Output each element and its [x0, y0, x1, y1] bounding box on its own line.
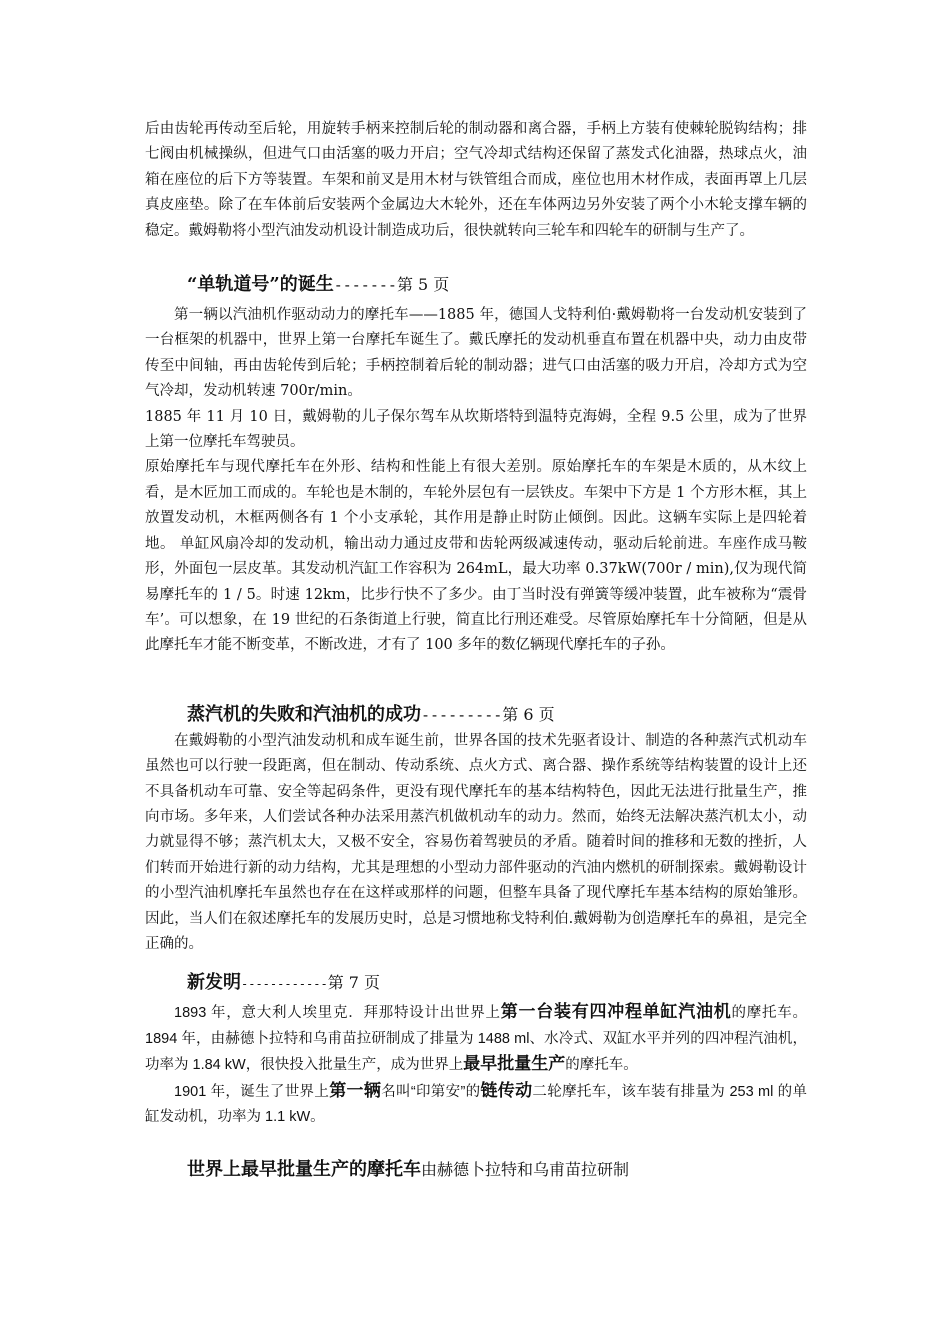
section-heading-invention [187, 969, 807, 998]
section-title: 世界上最早批量生产的摩托车 [187, 1159, 421, 1181]
section-subtitle: 由赫德卜拉特和乌甫苗拉研制 [421, 1160, 630, 1180]
section-title: “单轨道号”的诞生 [187, 274, 334, 296]
section-dashes: ------------ [241, 977, 328, 992]
document-page [145, 117, 807, 1184]
paragraph: 第一辆以汽油机作驱动动力的摩托车——1885 年，德国人戈特利伯·戴姆勒将一台发动机安装到了一台框架的机器中，世界上第一台摩托车诞生了。戴氏摩托的发动机垂直布置在机器中央，动力由皮带传至中间轴，再由齿轮传到后轮；手柄控制着后轮的制动器；进气口由活塞的吸力开启，冷却方式为空气冷却，发动机转速 700r/min。 [145, 307, 807, 400]
highlight-text: 链传动 [480, 1080, 533, 1101]
highlight-text: 第一台装有四冲程单缸汽油机 [500, 1002, 732, 1023]
section-heading-monorail [187, 271, 807, 299]
section-title: 新发明 [187, 972, 241, 994]
paragraph: 1901 年，诞生了世界上第一辆名叫“印第安”的链传动二轮摩托车，该车装有排量为 253 ml 的单缸发动机，功率为 1.1 kW。 [145, 1080, 808, 1125]
paragraph: 在戴姆勒的小型汽油发动机和成车诞生前，世界各国的技术先驱者设计、制造的各种蒸汽式机动车虽然也可以行驶一段距离，但在制动、传动系统、点火方式、离合器、操作系统等结构装置的设计上还不具备机动车可靠、安全等起码条件，更没有现代摩托车的基本结构特色，因此无法进行批量生产，推向市场。多年来，人们尝试各种办法采用蒸汽机做机动车的动力。然而，始终无法解决蒸汽机太小，动力就显得不够；蒸汽机太大，又极不安全，容易伤着驾驶员的矛盾。随着时间的推移和无数的挫折，人们转而开始进行新的动力结构，尤其是理想的小型动力部件驱动的汽油内燃机的研制探索。戴姆勒设计的小型汽油机摩托车虽然也存在在这样或那样的问题，但整车具备了现代摩托车基本结构的原始雏形。因此，当人们在叙述摩托车的发展历史时，总是习惯地称戈特利伯.戴姆勒为创造摩托车的鼻祖，是完全正确的。 [145, 732, 807, 952]
highlight-text: 最早批量生产 [463, 1054, 566, 1075]
page-reference: 第 6 页 [502, 704, 555, 724]
page-reference: 第 7 页 [327, 973, 381, 993]
highlight-text: 第一辆 [329, 1080, 382, 1101]
paragraph: 1885 年 11 月 10 日，戴姆勒的儿子保尔驾车从坎斯塔特到温特克海姆，全程 9.5 公里，成为了世界上第一位摩托车驾驶员。 [145, 408, 807, 451]
paragraph: 1893 年，意大利人埃里克．拜那特设计出世界上第一台装有四冲程单缸汽油机的摩托车。1894 年，由赫德卜拉特和乌甫苗拉研制成了排量为 1488 ml、水冷式、双缸水平并列的四冲程汽油机，功率为 1.84 kW，很快投入批量生产，成为世界上最早批量生产的摩托车。 [145, 1002, 807, 1075]
section-dashes: --------- [421, 705, 503, 724]
section-dashes: ------- [333, 276, 397, 295]
section-heading-mass-production [187, 1156, 807, 1184]
section-title: 蒸汽机的失败和汽油机的成功 [187, 703, 421, 725]
paragraph: 原始摩托车与现代摩托车在外形、结构和性能上有很大差别。原始摩托车的车架是木质的，从木纹上看，是木匠加工而成的。车轮也是木制的，车轮外层包有一层铁皮。车架中下方是 1 个方形木框，其上放置发动机，木框两侧各有 1 个小支承轮，其作用是静止时防止倾倒。因此。这辆车实际上是四轮着地。 单缸风扇冷却的发动机，输出动力通过皮带和齿轮两级减速传动，驱动后轮前进。车座作成马鞍形，外面包一层皮革。其发动机汽缸工作容积为 264mL，最大功率 0.37kW(700r / min),仅为现代简易摩托车的 1 / 5。时速 12km，比步行快不了多少。由丁当时没有弹簧等缓冲装置，此车被称为“震骨车’。可以想象，在 19 世纪的石条街道上行驶，简直比行刑还难受。尽管原始摩托车十分简陋，但是从此摩托车才能不断变革，不断改进，才有了 100 多年的数亿辆现代摩托车的子孙。 [145, 459, 807, 654]
intro-paragraph: 后由齿轮再传动至后轮，用旋转手柄来控制后轮的制动器和离合器，手柄上方装有使棘轮脱钩结构；排七阀由机械操纵，但进气口由活塞的吸力开启；空气冷却式结构还保留了蒸发式化油器，热球点火，油箱在座位的后下方等装置。车架和前叉是用木材与铁管组合而成，座位也用木材作成，表面再罩上几层真皮座垫。除了在车体前后安装两个金属边大木轮外，还在车体两边另外安装了两个小木轮支撑车辆的稳定。戴姆勒将小型汽油发动机设计制造成功后，很快就转向三轮车和四轮车的研制与生产了。 [145, 121, 807, 239]
page-reference: 第 5 页 [396, 275, 450, 295]
section-heading-steam [187, 701, 807, 729]
